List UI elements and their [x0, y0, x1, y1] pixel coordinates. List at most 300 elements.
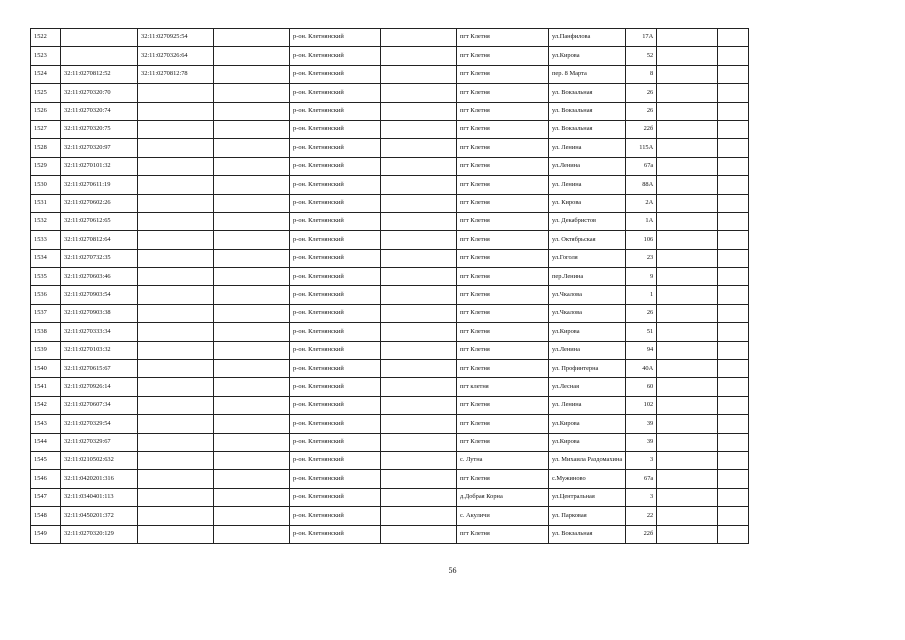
settlement-cell: пгт Клетня: [457, 249, 549, 267]
row-number-cell: 1531: [31, 194, 61, 212]
empty-cell: [214, 65, 290, 83]
cadastral-number-cell: 32:11:0270926:14: [61, 378, 138, 396]
empty-cell: [657, 157, 718, 175]
previous-cadastral-number-cell: [138, 84, 214, 102]
table-row: [31, 157, 749, 175]
empty-cell: [381, 433, 457, 451]
settlement-cell: с. Акуличи: [457, 507, 549, 525]
empty-cell: [718, 29, 749, 47]
empty-cell: [214, 157, 290, 175]
row-number-cell: 1528: [31, 139, 61, 157]
empty-cell: [381, 507, 457, 525]
row-number-cell: 1538: [31, 323, 61, 341]
previous-cadastral-number-cell: [138, 378, 214, 396]
previous-cadastral-number-cell: 32:11:0270925:54: [138, 29, 214, 47]
cadastral-number-cell: 32:11:0270612:65: [61, 212, 138, 230]
settlement-cell: пгт Клетня: [457, 341, 549, 359]
region-cell: р-он. Клетнянский: [290, 29, 381, 47]
region-cell: р-он. Клетнянский: [290, 120, 381, 138]
street-cell: ул. Ленина: [549, 396, 626, 414]
empty-cell: [381, 268, 457, 286]
table-row: [31, 268, 749, 286]
empty-cell: [657, 341, 718, 359]
settlement-cell: пгт Клетня: [457, 102, 549, 120]
empty-cell: [718, 194, 749, 212]
settlement-cell: пгт Клетня: [457, 65, 549, 83]
street-cell: ул.Чкалова: [549, 286, 626, 304]
table-row: [31, 194, 749, 212]
cadastral-number-cell: 32:11:0270320:70: [61, 84, 138, 102]
cadastral-number-cell: 32:11:0270611:19: [61, 176, 138, 194]
empty-cell: [718, 157, 749, 175]
empty-cell: [718, 341, 749, 359]
previous-cadastral-number-cell: [138, 212, 214, 230]
street-cell: ул.Лесная: [549, 378, 626, 396]
empty-cell: [214, 29, 290, 47]
house-number-cell: 3: [626, 451, 657, 469]
region-cell: р-он. Клетнянский: [290, 304, 381, 322]
empty-cell: [214, 231, 290, 249]
region-cell: р-он. Клетнянский: [290, 433, 381, 451]
settlement-cell: пгт клетня: [457, 378, 549, 396]
row-number-cell: 1546: [31, 470, 61, 488]
house-number-cell: 22б: [626, 525, 657, 543]
street-cell: ул. Ленина: [549, 176, 626, 194]
previous-cadastral-number-cell: [138, 102, 214, 120]
table-row: [31, 525, 749, 543]
empty-cell: [657, 378, 718, 396]
house-number-cell: 3: [626, 488, 657, 506]
empty-cell: [214, 286, 290, 304]
empty-cell: [214, 139, 290, 157]
table-row: [31, 378, 749, 396]
row-number-cell: 1525: [31, 84, 61, 102]
empty-cell: [718, 488, 749, 506]
row-number-cell: 1534: [31, 249, 61, 267]
table-row: [31, 65, 749, 83]
table-row: [31, 176, 749, 194]
region-cell: р-он. Клетнянский: [290, 47, 381, 65]
empty-cell: [381, 194, 457, 212]
empty-cell: [214, 84, 290, 102]
empty-cell: [381, 396, 457, 414]
empty-cell: [657, 360, 718, 378]
empty-cell: [381, 323, 457, 341]
cadastral-number-cell: 32:11:0270615:67: [61, 360, 138, 378]
empty-cell: [381, 47, 457, 65]
cadastral-number-cell: 32:11:0270602:26: [61, 194, 138, 212]
region-cell: р-он. Клетнянский: [290, 176, 381, 194]
empty-cell: [214, 360, 290, 378]
empty-cell: [657, 29, 718, 47]
previous-cadastral-number-cell: [138, 433, 214, 451]
row-number-cell: 1547: [31, 488, 61, 506]
settlement-cell: пгт Клетня: [457, 433, 549, 451]
street-cell: ул.Кирова: [549, 415, 626, 433]
cadastral-number-cell: [61, 47, 138, 65]
empty-cell: [381, 139, 457, 157]
street-cell: ул.Центральная: [549, 488, 626, 506]
empty-cell: [718, 304, 749, 322]
empty-cell: [214, 176, 290, 194]
cadastral-number-cell: 32:11:0270320:97: [61, 139, 138, 157]
previous-cadastral-number-cell: 32:11:0270812:78: [138, 65, 214, 83]
empty-cell: [381, 341, 457, 359]
table-row: [31, 286, 749, 304]
settlement-cell: пгт Клетня: [457, 525, 549, 543]
empty-cell: [657, 304, 718, 322]
empty-cell: [214, 47, 290, 65]
empty-cell: [214, 120, 290, 138]
house-number-cell: 51: [626, 323, 657, 341]
row-number-cell: 1522: [31, 29, 61, 47]
cadastral-number-cell: 32:11:0270903:38: [61, 304, 138, 322]
empty-cell: [214, 378, 290, 396]
empty-cell: [657, 249, 718, 267]
empty-cell: [214, 194, 290, 212]
empty-cell: [381, 415, 457, 433]
empty-cell: [718, 525, 749, 543]
settlement-cell: пгт Клетня: [457, 323, 549, 341]
settlement-cell: пгт Клетня: [457, 47, 549, 65]
previous-cadastral-number-cell: [138, 360, 214, 378]
cadastral-number-cell: 32:11:0270320:75: [61, 120, 138, 138]
house-number-cell: 115А: [626, 139, 657, 157]
street-cell: ул.Кирова: [549, 433, 626, 451]
street-cell: ул. Михаила Раздомахина: [549, 451, 626, 469]
house-number-cell: 23: [626, 249, 657, 267]
house-number-cell: 102: [626, 396, 657, 414]
previous-cadastral-number-cell: [138, 120, 214, 138]
empty-cell: [718, 286, 749, 304]
empty-cell: [718, 507, 749, 525]
house-number-cell: 9: [626, 268, 657, 286]
row-number-cell: 1536: [31, 286, 61, 304]
row-number-cell: 1529: [31, 157, 61, 175]
region-cell: р-он. Клетнянский: [290, 249, 381, 267]
house-number-cell: 39: [626, 433, 657, 451]
settlement-cell: пгт Клетня: [457, 139, 549, 157]
settlement-cell: пгт Клетня: [457, 286, 549, 304]
previous-cadastral-number-cell: [138, 286, 214, 304]
empty-cell: [381, 29, 457, 47]
cadastral-number-cell: 32:11:0270812:64: [61, 231, 138, 249]
empty-cell: [657, 507, 718, 525]
empty-cell: [381, 157, 457, 175]
settlement-cell: пгт Клетня: [457, 120, 549, 138]
empty-cell: [657, 488, 718, 506]
table-row: [31, 433, 749, 451]
empty-cell: [381, 249, 457, 267]
table-row: [31, 323, 749, 341]
house-number-cell: 17А: [626, 29, 657, 47]
empty-cell: [657, 433, 718, 451]
previous-cadastral-number-cell: [138, 525, 214, 543]
previous-cadastral-number-cell: 32:11:0270326:64: [138, 47, 214, 65]
empty-cell: [657, 396, 718, 414]
settlement-cell: пгт Клетня: [457, 231, 549, 249]
street-cell: ул. Вокзальная: [549, 525, 626, 543]
cadastral-number-cell: 32:11:0270603:46: [61, 268, 138, 286]
region-cell: р-он. Клетнянский: [290, 84, 381, 102]
street-cell: ул. Декабристов: [549, 212, 626, 230]
empty-cell: [381, 451, 457, 469]
row-number-cell: 1549: [31, 525, 61, 543]
row-number-cell: 1548: [31, 507, 61, 525]
street-cell: ул. Октябрьская: [549, 231, 626, 249]
cadastral-number-cell: 32:11:0270101:32: [61, 157, 138, 175]
empty-cell: [657, 102, 718, 120]
region-cell: р-он. Клетнянский: [290, 396, 381, 414]
empty-cell: [214, 507, 290, 525]
previous-cadastral-number-cell: [138, 488, 214, 506]
house-number-cell: 26: [626, 84, 657, 102]
empty-cell: [381, 84, 457, 102]
document-page: [30, 28, 749, 544]
empty-cell: [381, 488, 457, 506]
empty-cell: [657, 268, 718, 286]
cadastral-number-cell: 32:11:0450201:372: [61, 507, 138, 525]
empty-cell: [214, 415, 290, 433]
row-number-cell: 1530: [31, 176, 61, 194]
house-number-cell: 1А: [626, 212, 657, 230]
empty-cell: [718, 212, 749, 230]
house-number-cell: 22: [626, 507, 657, 525]
empty-cell: [657, 194, 718, 212]
street-cell: ул.Чкалова: [549, 304, 626, 322]
street-cell: ул. Вокзальная: [549, 84, 626, 102]
empty-cell: [381, 304, 457, 322]
house-number-cell: 8: [626, 65, 657, 83]
settlement-cell: пгт Клетня: [457, 29, 549, 47]
region-cell: р-он. Клетнянский: [290, 139, 381, 157]
row-number-cell: 1543: [31, 415, 61, 433]
empty-cell: [657, 120, 718, 138]
empty-cell: [718, 470, 749, 488]
cadastral-number-cell: 32:11:0270607:34: [61, 396, 138, 414]
settlement-cell: пгт Клетня: [457, 304, 549, 322]
cadastral-number-cell: 32:11:0270320:74: [61, 102, 138, 120]
row-number-cell: 1533: [31, 231, 61, 249]
cadastral-number-cell: 32:11:0340401:113: [61, 488, 138, 506]
row-number-cell: 1524: [31, 65, 61, 83]
cadastral-number-cell: [61, 29, 138, 47]
previous-cadastral-number-cell: [138, 396, 214, 414]
address-table: [30, 28, 749, 544]
empty-cell: [718, 360, 749, 378]
row-number-cell: 1526: [31, 102, 61, 120]
street-cell: ул. Кирова: [549, 194, 626, 212]
table-row: [31, 102, 749, 120]
empty-cell: [718, 433, 749, 451]
region-cell: р-он. Клетнянский: [290, 341, 381, 359]
region-cell: р-он. Клетнянский: [290, 470, 381, 488]
cadastral-number-cell: 32:11:0270320:129: [61, 525, 138, 543]
row-number-cell: 1542: [31, 396, 61, 414]
table-row: [31, 212, 749, 230]
region-cell: р-он. Клетнянский: [290, 488, 381, 506]
empty-cell: [214, 525, 290, 543]
table-row: [31, 507, 749, 525]
previous-cadastral-number-cell: [138, 341, 214, 359]
empty-cell: [214, 323, 290, 341]
table-row: [31, 84, 749, 102]
settlement-cell: пгт Клетня: [457, 360, 549, 378]
empty-cell: [718, 84, 749, 102]
empty-cell: [381, 470, 457, 488]
previous-cadastral-number-cell: [138, 139, 214, 157]
settlement-cell: пгт Клетня: [457, 415, 549, 433]
row-number-cell: 1532: [31, 212, 61, 230]
region-cell: р-он. Клетнянский: [290, 360, 381, 378]
table-row: [31, 29, 749, 47]
table-row: [31, 249, 749, 267]
empty-cell: [381, 360, 457, 378]
street-cell: с.Мужиново: [549, 470, 626, 488]
empty-cell: [214, 396, 290, 414]
settlement-cell: д.Добрая Корна: [457, 488, 549, 506]
empty-cell: [381, 102, 457, 120]
street-cell: ул.Ленина: [549, 157, 626, 175]
empty-cell: [214, 451, 290, 469]
settlement-cell: пгт Клетня: [457, 470, 549, 488]
street-cell: ул. Профинтерна: [549, 360, 626, 378]
page-number: 56: [448, 566, 457, 575]
previous-cadastral-number-cell: [138, 470, 214, 488]
empty-cell: [381, 120, 457, 138]
cadastral-number-cell: 32:11:0270732:35: [61, 249, 138, 267]
empty-cell: [718, 378, 749, 396]
settlement-cell: пгт Клетня: [457, 268, 549, 286]
region-cell: р-он. Клетнянский: [290, 268, 381, 286]
empty-cell: [718, 65, 749, 83]
region-cell: р-он. Клетнянский: [290, 65, 381, 83]
region-cell: р-он. Клетнянский: [290, 507, 381, 525]
table-row: [31, 139, 749, 157]
settlement-cell: пгт Клетня: [457, 176, 549, 194]
street-cell: пер.Ленина: [549, 268, 626, 286]
house-number-cell: 52: [626, 47, 657, 65]
region-cell: р-он. Клетнянский: [290, 323, 381, 341]
previous-cadastral-number-cell: [138, 323, 214, 341]
row-number-cell: 1527: [31, 120, 61, 138]
empty-cell: [214, 341, 290, 359]
cadastral-number-cell: 32:11:0270329:54: [61, 415, 138, 433]
house-number-cell: 106: [626, 231, 657, 249]
previous-cadastral-number-cell: [138, 157, 214, 175]
empty-cell: [214, 102, 290, 120]
settlement-cell: пгт Клетня: [457, 194, 549, 212]
empty-cell: [718, 47, 749, 65]
table-row: [31, 47, 749, 65]
row-number-cell: 1544: [31, 433, 61, 451]
region-cell: р-он. Клетнянский: [290, 451, 381, 469]
table-row: [31, 341, 749, 359]
empty-cell: [657, 525, 718, 543]
settlement-cell: пгт Клетня: [457, 157, 549, 175]
empty-cell: [214, 249, 290, 267]
empty-cell: [657, 65, 718, 83]
house-number-cell: 67а: [626, 470, 657, 488]
settlement-cell: с. Лутна: [457, 451, 549, 469]
empty-cell: [381, 212, 457, 230]
row-number-cell: 1535: [31, 268, 61, 286]
settlement-cell: пгт Клетня: [457, 396, 549, 414]
cadastral-number-cell: 32:11:0270103:32: [61, 341, 138, 359]
street-cell: ул. Ленина: [549, 139, 626, 157]
previous-cadastral-number-cell: [138, 231, 214, 249]
house-number-cell: 26: [626, 304, 657, 322]
region-cell: р-он. Клетнянский: [290, 378, 381, 396]
house-number-cell: 1: [626, 286, 657, 304]
house-number-cell: 94: [626, 341, 657, 359]
empty-cell: [718, 323, 749, 341]
empty-cell: [718, 415, 749, 433]
empty-cell: [718, 120, 749, 138]
region-cell: р-он. Клетнянский: [290, 194, 381, 212]
table-body: [31, 29, 749, 544]
empty-cell: [718, 268, 749, 286]
table-row: [31, 470, 749, 488]
row-number-cell: 1523: [31, 47, 61, 65]
table-row: [31, 120, 749, 138]
house-number-cell: 67а: [626, 157, 657, 175]
house-number-cell: 22б: [626, 120, 657, 138]
previous-cadastral-number-cell: [138, 451, 214, 469]
empty-cell: [657, 139, 718, 157]
table-row: [31, 415, 749, 433]
empty-cell: [657, 415, 718, 433]
previous-cadastral-number-cell: [138, 304, 214, 322]
empty-cell: [657, 84, 718, 102]
empty-cell: [718, 139, 749, 157]
empty-cell: [718, 451, 749, 469]
empty-cell: [657, 323, 718, 341]
empty-cell: [214, 304, 290, 322]
empty-cell: [718, 102, 749, 120]
street-cell: ул. Парковая: [549, 507, 626, 525]
empty-cell: [214, 212, 290, 230]
region-cell: р-он. Клетнянский: [290, 157, 381, 175]
house-number-cell: 39: [626, 415, 657, 433]
cadastral-number-cell: 32:11:0210502:632: [61, 451, 138, 469]
table-row: [31, 488, 749, 506]
row-number-cell: 1545: [31, 451, 61, 469]
previous-cadastral-number-cell: [138, 249, 214, 267]
row-number-cell: 1537: [31, 304, 61, 322]
region-cell: р-он. Клетнянский: [290, 212, 381, 230]
empty-cell: [657, 470, 718, 488]
empty-cell: [381, 176, 457, 194]
region-cell: р-он. Клетнянский: [290, 525, 381, 543]
empty-cell: [214, 470, 290, 488]
region-cell: р-он. Клетнянский: [290, 415, 381, 433]
table-row: [31, 231, 749, 249]
empty-cell: [718, 249, 749, 267]
empty-cell: [214, 433, 290, 451]
row-number-cell: 1541: [31, 378, 61, 396]
house-number-cell: 2А: [626, 194, 657, 212]
empty-cell: [718, 231, 749, 249]
previous-cadastral-number-cell: [138, 194, 214, 212]
street-cell: ул.Панфилова: [549, 29, 626, 47]
region-cell: р-он. Клетнянский: [290, 102, 381, 120]
house-number-cell: 88А: [626, 176, 657, 194]
street-cell: ул.Гоголя: [549, 249, 626, 267]
empty-cell: [657, 231, 718, 249]
street-cell: ул.Кирова: [549, 323, 626, 341]
empty-cell: [214, 268, 290, 286]
